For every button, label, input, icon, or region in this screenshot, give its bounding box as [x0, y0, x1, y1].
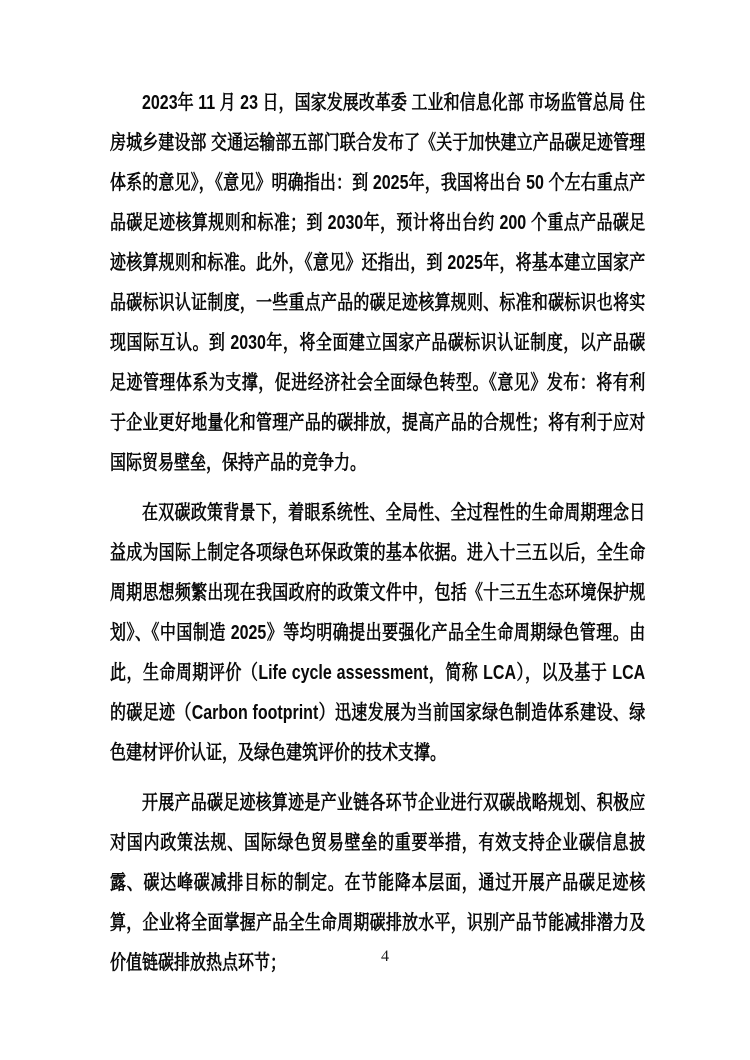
- paragraph-lca-background: 在双碳政策背景下，着眼系统性、全局性、全过程性的生命周期理念日益成为国际上制定各项绿色环保政策的基本依据。进入十三五以后，全生命周期思想频繁出现在我国政府的政策文件中，包括《十三五生态环境保护规划》、《中国制造 2025》等均明确提出要强化产品全生命周期绿色管理。由此，生命周期评价（Life cycle assessment，简称 LCA），以及基于 LCA 的碳足迹（Carbon footprint）迅速发展为当前国家绿色制造体系建设、绿色建材评价认证，及绿色建筑评价的技术支撑。: [110, 502, 646, 764]
- page-number: 4: [381, 948, 389, 965]
- paragraph-policy-announcement: 2023年 11 月 23 日，国家发展改革委 工业和信息化部 市场监管总局 住房城乡建设部 交通运输部五部门联合发布了《关于加快建立产品碳足迹管理体系的意见》，《意见》明确指出：到 2025年，我国将出台 50 个左右重点产品碳足迹核算规则和标准；到 2030年，预计将出台约 200 个重点产品碳足迹核算规则和标准。此外，《意见》还指出，到 2025年，将基本建立国家产品碳标识认证制度，一些重点产品的碳足迹核算规则、标准和碳标识也将实现国际互认。到 2030年，将全面建立国家产品碳标识认证制度，以产品碳足迹管理体系为支撑，促进经济社会全面绿色转型。《意见》发布：将有利于企业更好地量化和管理产品的碳排放，提高产品的合规性；将有利于应对国际贸易壁垒，保持产品的竞争力。: [110, 92, 646, 474]
- paragraph-carbon-accounting: 开展产品碳足迹核算迹是产业链各环节企业进行双碳战略规划、积极应对国内政策法规、国际绿色贸易壁垒的重要举措，有效支持企业碳信息披露、碳达峰碳减排目标的制定。在节能降本层面，通过开展产品碳足迹核算，企业将全面掌握产品全生命周期碳排放水平，识别产品节能减排潜力及价值链碳排放热点环节；: [110, 792, 646, 974]
- page-content: [110, 83, 645, 993]
